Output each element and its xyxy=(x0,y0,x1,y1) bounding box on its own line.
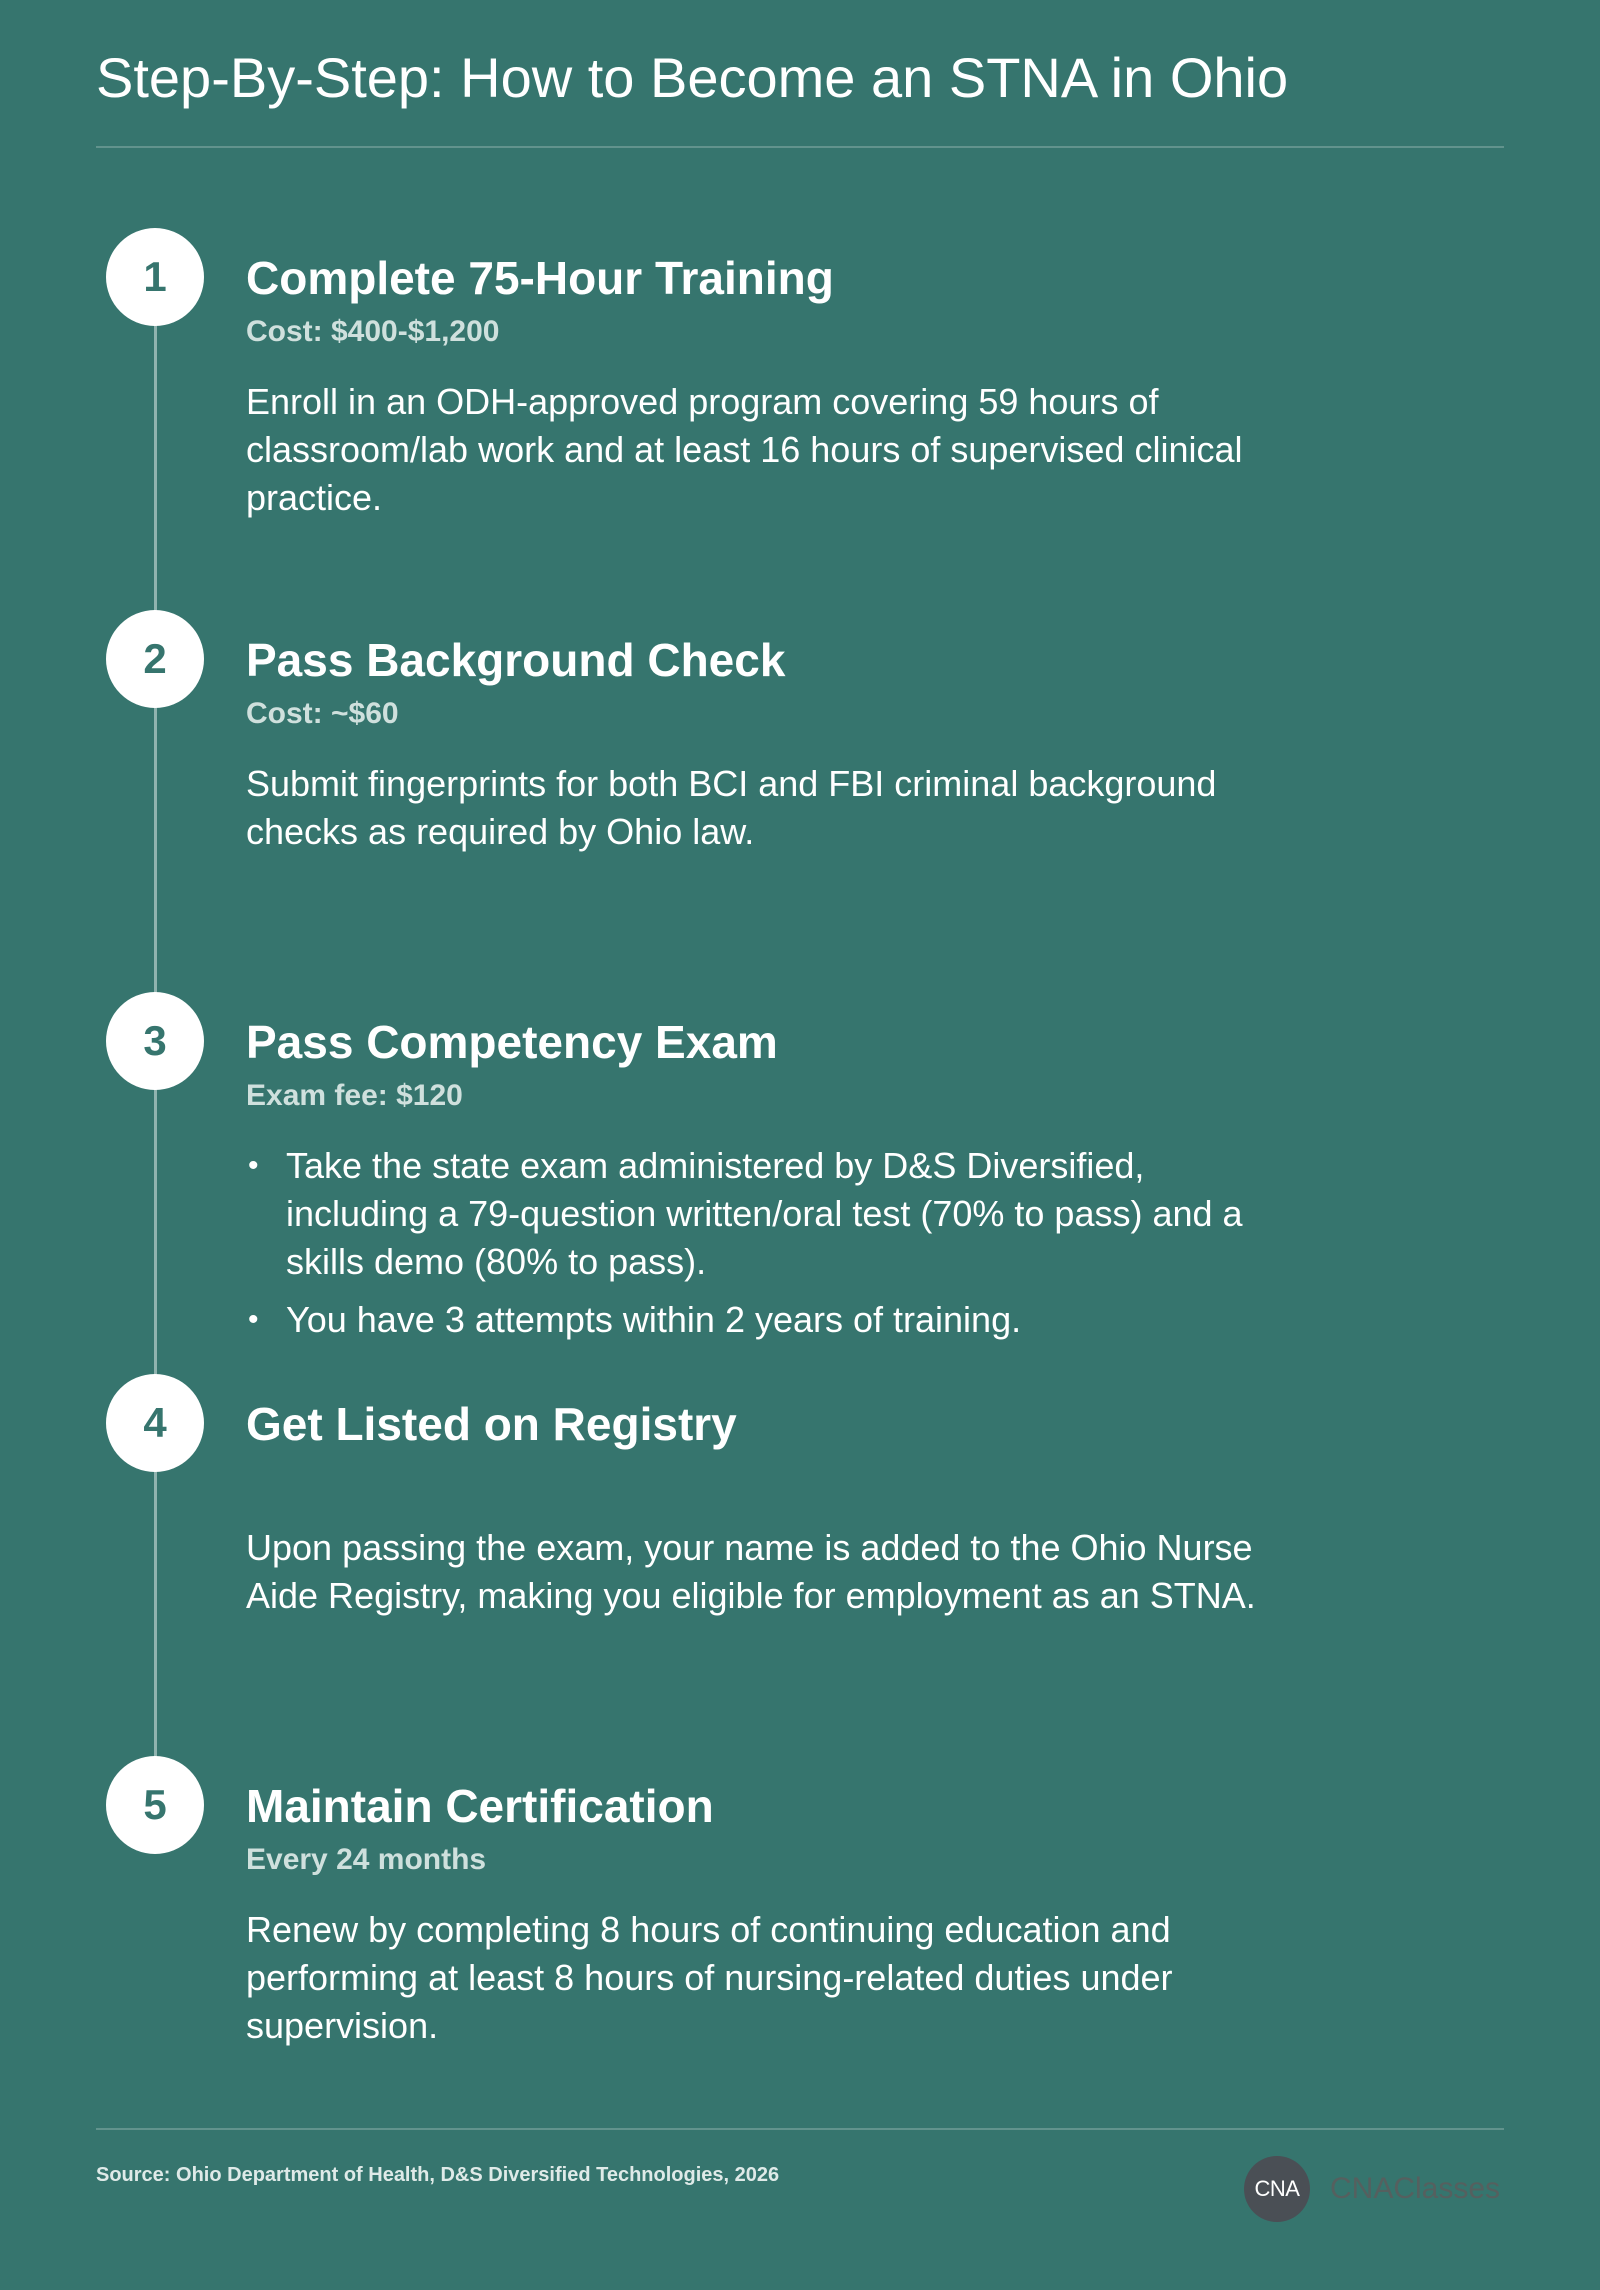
source-citation: Source: Ohio Department of Health, D&S Diversified Technologies, 2026 xyxy=(96,2164,780,2186)
step-number-badge: 5 xyxy=(106,1756,204,1854)
step-title: Get Listed on Registry xyxy=(246,1398,737,1450)
header-divider xyxy=(96,146,1504,148)
step-title: Complete 75-Hour Training xyxy=(246,252,834,304)
brand-badge-icon: CNA xyxy=(1244,2156,1310,2222)
step-description: Enroll in an ODH-approved program covering 59 hours of classroom/lab work and at least 16 hours of supervised clinical practice. xyxy=(246,381,1243,518)
step-number-badge: 1 xyxy=(106,228,204,326)
bullet-item xyxy=(246,1296,1296,1344)
step-content xyxy=(246,228,1296,522)
step-cost: Cost: ~$60 xyxy=(246,697,399,730)
footer-divider xyxy=(96,2128,1504,2130)
step-number-badge: 3 xyxy=(106,992,204,1090)
bullet-dot: • xyxy=(248,1149,259,1182)
step-number-badge: 2 xyxy=(106,610,204,708)
bullet-dot: • xyxy=(248,1303,259,1336)
page-title: Step-By-Step: How to Become an STNA in Ohio xyxy=(96,46,1289,109)
step-title: Pass Competency Exam xyxy=(246,1016,778,1068)
step-description: Submit fingerprints for both BCI and FBI criminal background checks as required by Ohio law. xyxy=(246,763,1217,852)
step-content xyxy=(246,1374,1296,1620)
step-content xyxy=(246,992,1296,1354)
step-number-badge: 4 xyxy=(106,1374,204,1472)
step-title: Pass Background Check xyxy=(246,634,786,686)
step-frequency: Every 24 months xyxy=(246,1843,487,1876)
bullet-text: Take the state exam administered by D&S Diversified, including a 79-question written/oral test (70% to pass) and a skills demo (80% to pass). xyxy=(286,1145,1243,1282)
bullet-text: You have 3 attempts within 2 years of training. xyxy=(286,1299,1022,1340)
step-title: Maintain Certification xyxy=(246,1780,714,1832)
bullet-item xyxy=(246,1142,1296,1286)
step-content xyxy=(246,1756,1296,2050)
step-content xyxy=(246,610,1296,856)
step-meta xyxy=(246,1458,1296,1498)
step-description: Renew by completing 8 hours of continuing education and performing at least 8 hours of nursing-related duties under supervision. xyxy=(246,1909,1173,2046)
brand-name: CNAClasses xyxy=(1330,2172,1501,2205)
brand-logo xyxy=(1244,2156,1500,2222)
step-description: Upon passing the exam, your name is added to the Ohio Nurse Aide Registry, making you eligible for employment as an STNA. xyxy=(246,1527,1256,1616)
step-exam-fee: Exam fee: $120 xyxy=(246,1079,463,1112)
step-cost: Cost: $400-$1,200 xyxy=(246,315,500,348)
step-bullet-list xyxy=(246,1142,1296,1344)
